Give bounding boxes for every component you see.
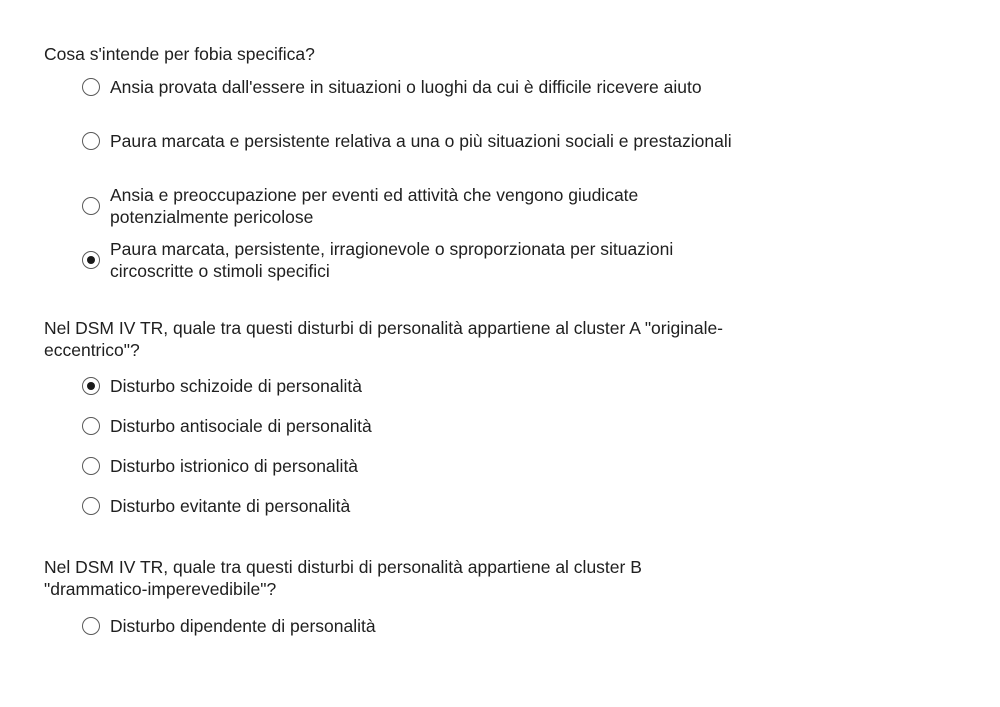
answer-option[interactable]	[82, 415, 742, 437]
radio-button-selected[interactable]	[82, 377, 100, 395]
answer-option-label: Ansia e preoccupazione per eventi ed attività che vengono giudicate potenzialmente pericolose	[110, 185, 639, 227]
answer-option-label: Paura marcata e persistente relativa a una o più situazioni sociali e prestazionali	[110, 131, 732, 151]
question-text: Cosa s'intende per fobia specifica?	[44, 44, 315, 64]
answer-option-label: Disturbo dipendente di personalità	[110, 616, 376, 636]
question-text: Nel DSM IV TR, quale tra questi disturbi di personalità appartiene al cluster A "originale-eccentrico"?	[44, 318, 724, 360]
radio-button[interactable]	[82, 497, 100, 515]
question-3	[44, 556, 744, 600]
answer-option[interactable]	[82, 615, 742, 637]
question-1	[44, 43, 744, 65]
answer-option-label: Ansia provata dall'essere in situazioni o luoghi da cui è difficile ricevere aiuto	[110, 77, 702, 97]
radio-button[interactable]	[82, 197, 100, 215]
question-2	[44, 317, 744, 361]
radio-button[interactable]	[82, 78, 100, 96]
answer-option[interactable]	[82, 130, 742, 152]
question-text: Nel DSM IV TR, quale tra questi disturbi di personalità appartiene al cluster B "drammatico-imperevedibile"?	[44, 557, 642, 599]
answer-option-label: Disturbo istrionico di personalità	[110, 456, 359, 476]
answer-option[interactable]	[82, 238, 742, 282]
radio-button-selected[interactable]	[82, 251, 100, 269]
radio-button[interactable]	[82, 132, 100, 150]
answer-option-label: Disturbo evitante di personalità	[110, 496, 351, 516]
answer-option-label: Disturbo antisociale di personalità	[110, 416, 372, 436]
answer-option-label: Paura marcata, persistente, irragionevole o sproporzionata per situazioni circoscritte o stimoli specifici	[110, 239, 674, 281]
answer-option[interactable]	[82, 455, 742, 477]
answer-option-label: Disturbo schizoide di personalità	[110, 376, 362, 396]
answer-option[interactable]	[82, 76, 742, 98]
radio-button[interactable]	[82, 617, 100, 635]
radio-button[interactable]	[82, 457, 100, 475]
answer-option[interactable]	[82, 495, 742, 517]
answer-option[interactable]	[82, 375, 742, 397]
radio-button[interactable]	[82, 417, 100, 435]
answer-option[interactable]	[82, 184, 742, 228]
